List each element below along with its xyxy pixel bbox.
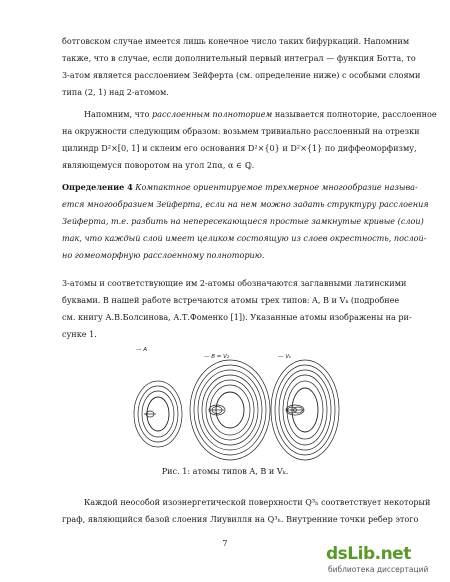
dslib-subtitle: библиотека диссертаций bbox=[328, 565, 429, 574]
text-line: также, что в случае, если дополнительный первый интеграл — функция Ботта, то bbox=[62, 53, 416, 63]
text-line: см. книгу А.В.Болсинова, А.Т.Фоменко [1]). Указанные атомы изображены на ри- bbox=[62, 312, 412, 322]
text-line: являющемуся поворотом на угол 2πα, α ∈ ℚ. bbox=[62, 160, 255, 170]
text-line: 3-атом является расслоением Зейферта (см. определение ниже) с особыми слоями bbox=[62, 70, 421, 80]
dslib-watermark[interactable] bbox=[326, 544, 444, 578]
atom-b-shape bbox=[190, 360, 270, 460]
dslib-logo[interactable]: dsLib.net bbox=[326, 544, 411, 564]
atoms-figure bbox=[130, 346, 340, 461]
text-span: Напомним, что bbox=[84, 109, 152, 119]
definition-line: ется многообразием Зейферта, если на нем можно задать структуру расслоения bbox=[62, 199, 429, 209]
page-number: 7 bbox=[222, 538, 228, 548]
text-line bbox=[84, 109, 437, 120]
text-line: граф, являющийся базой слоения Лиувилля на Q³ₕ. Внутренние точки ребер этого bbox=[62, 514, 419, 524]
atom-a-shape bbox=[134, 381, 182, 447]
definition-line: Зейферта, т.е. разбить на непересекающиеся простые замкнутые кривые (слои) bbox=[62, 216, 424, 226]
text-line: Каждой неособой изоэнергетической поверхности Q³ₕ соответствует некоторый bbox=[84, 497, 431, 507]
text-span: Компактное ориентируемое трехмерное многообразие называ- bbox=[135, 182, 418, 192]
definition-line bbox=[62, 182, 418, 193]
text-line: буквами. В нашей работе встречаются атомы трех типов: A, B и Vₖ (подробнее bbox=[62, 295, 400, 305]
text-line: 3-атомы и соответствующие им 2-атомы обозначаются заглавными латинскими bbox=[62, 278, 407, 288]
label-text: B = V₂ bbox=[211, 354, 230, 360]
atoms-drawing bbox=[130, 346, 340, 461]
figure-label-vk: — Vₖ bbox=[278, 354, 292, 360]
figure-label-a: — A bbox=[136, 347, 148, 353]
text-line: типа (2, 1) над 2-атомом. bbox=[62, 87, 169, 97]
text-line: ботговском случае имеется лишь конечное число таких бифуркаций. Напомним bbox=[62, 36, 410, 46]
definition-label: Определение 4 bbox=[62, 182, 133, 192]
label-text: A bbox=[143, 347, 148, 353]
text-line: цилиндр D²×[0, 1] и склеим его основания D²×{0} и D²×{1} по диффеоморфизму, bbox=[62, 143, 417, 153]
definition-line: так, что каждый слой имеет целиком состоящую из слоев окрестность, послой- bbox=[62, 233, 427, 243]
text-line: на окружности следующим образом: возьмем тривиально расслоенный на отрезки bbox=[62, 126, 420, 136]
text-span: называется полноторие, расслоенное bbox=[272, 109, 437, 119]
figure-label-b: — B = V₂ bbox=[204, 354, 230, 360]
term-emphasis: расслоенным полноторием bbox=[151, 109, 273, 119]
definition-line: но гомеоморфную расслоенному полноторию. bbox=[62, 250, 265, 260]
label-text: Vₖ bbox=[285, 354, 292, 360]
text-line: сунке 1. bbox=[62, 329, 97, 339]
atom-vk-shape bbox=[271, 360, 339, 460]
figure-caption: Рис. 1: атомы типов A, B и Vₖ. bbox=[161, 466, 289, 476]
